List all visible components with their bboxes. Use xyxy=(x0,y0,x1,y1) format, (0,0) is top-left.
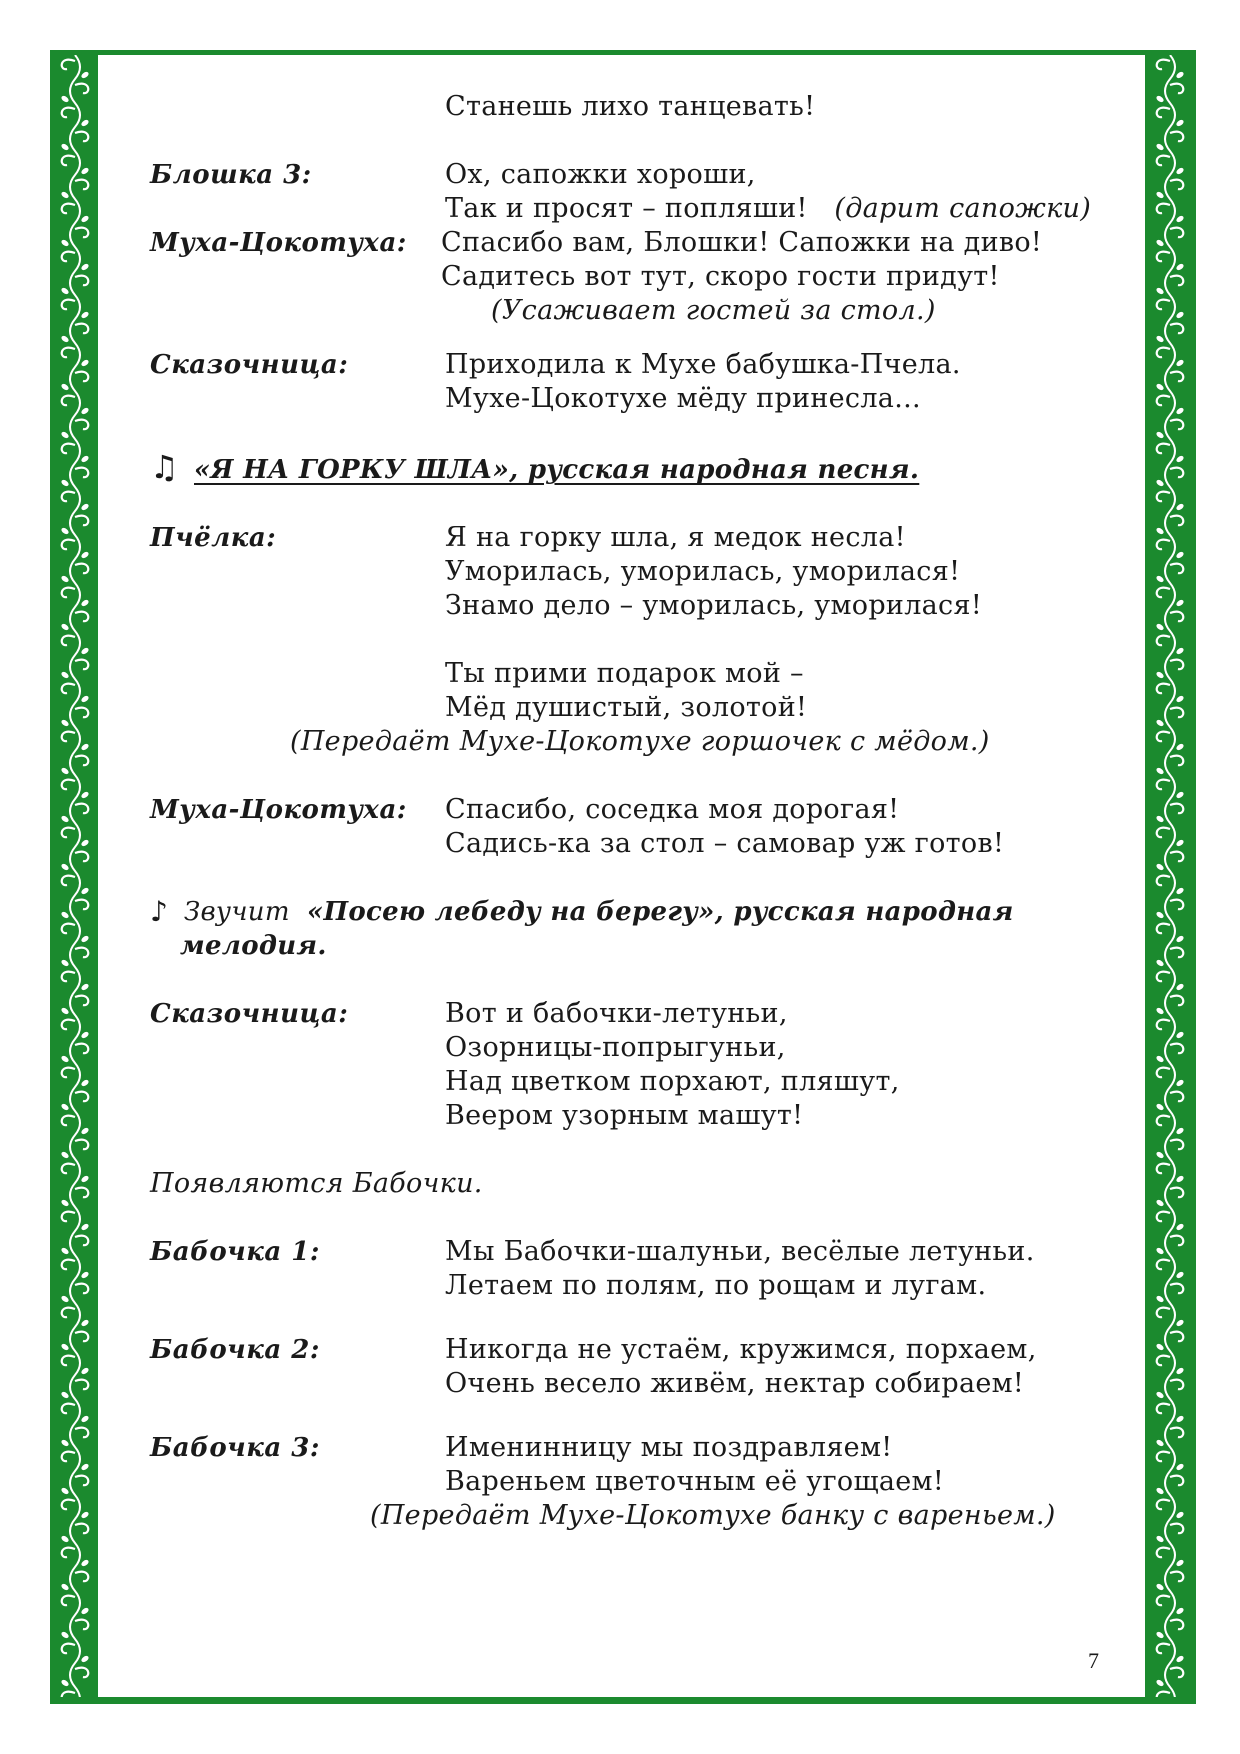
dialogue-line: Ох, сапожки хороши, xyxy=(445,159,756,190)
music-note-icon: ♫ xyxy=(150,448,179,486)
dialogue-block xyxy=(150,1235,1100,1303)
stage-direction: (Усаживает гостей за стол.) xyxy=(491,295,936,326)
speaker-label: Муха-Цокотуха: xyxy=(150,228,407,258)
dialogue-line: Я на горку шла, я медок несла! xyxy=(445,522,906,553)
vine-ornament-icon xyxy=(55,55,95,1697)
dialogue-line: Ты прими подарок мой – xyxy=(445,658,804,689)
dialogue-line: Именинницу мы поздравляем! xyxy=(445,1432,893,1463)
stage-direction: Появляются Бабочки. xyxy=(150,1168,483,1199)
song-title: «Я НА ГОРКУ ШЛА», русская народная песня. xyxy=(194,455,920,485)
dialogue-line: Приходила к Мухе бабушка-Пчела. xyxy=(445,349,961,380)
melody-title: «Посею лебеду на берегу», русская народная xyxy=(306,897,1014,927)
speaker-label: Муха-Цокотуха: xyxy=(150,795,407,825)
dialogue-block xyxy=(150,1333,1100,1401)
melody-prefix: Звучит xyxy=(184,897,290,927)
speaker-label: Сказочница: xyxy=(150,350,349,380)
dialogue-line: Станешь лихо танцевать! xyxy=(445,91,816,122)
dialogue-line: Вареньем цветочным её угощаем! xyxy=(445,1466,944,1497)
dialogue-line: Очень весело живём, нектар собираем! xyxy=(445,1368,1025,1399)
stage-direction: (Передаёт Мухе-Цокотухе горшочек с мёдом.) xyxy=(290,726,990,757)
melody-title-cont: мелодия. xyxy=(180,931,327,961)
speaker-label: Сказочница: xyxy=(150,999,349,1029)
dialogue-line: Веером узорным машут! xyxy=(445,1100,804,1131)
dialogue-line: Садитесь вот тут, скоро гости придут! xyxy=(441,261,1000,292)
dialogue-block xyxy=(150,90,1100,124)
dialogue-line xyxy=(445,623,1100,657)
dialogue-line xyxy=(445,192,1100,226)
dialogue-block xyxy=(150,158,1100,226)
dialogue-block xyxy=(150,226,1100,328)
dialogue-line: Уморилась, уморилась, уморилася! xyxy=(445,556,961,587)
dialogue-line: Никогда не устаём, кружимся, порхаем, xyxy=(445,1334,1037,1365)
dialogue-line: Мёд душистый, золотой! xyxy=(445,692,808,723)
dialogue-line: Спасибо вам, Блошки! Сапожки на диво! xyxy=(441,227,1043,258)
dialogue-line: Спасибо, соседка моя дорогая! xyxy=(445,794,900,825)
dialogue-block xyxy=(150,997,1100,1133)
dialogue-line: Вот и бабочки-летуньи, xyxy=(445,998,788,1029)
stage-direction: (Передаёт Мухе-Цокотухе банку с вареньем.) xyxy=(370,1500,1056,1531)
vine-ornament-icon xyxy=(1150,55,1190,1697)
speaker-label: Бабочка 3: xyxy=(150,1433,320,1463)
script-text xyxy=(150,90,1100,1533)
dialogue-line: Знамо дело – уморилась, уморилася! xyxy=(445,590,982,621)
speaker-label: Пчёлка: xyxy=(150,523,277,553)
dialogue-block xyxy=(150,348,1100,416)
music-note-icon: ♪ xyxy=(150,895,169,928)
dialogue-block xyxy=(150,521,1100,725)
dialogue-line: Над цветком порхают, пляшут, xyxy=(445,1066,900,1097)
dialogue-line: Озорницы-попрыгуньи, xyxy=(445,1032,786,1063)
song-heading xyxy=(150,450,1100,487)
speaker-label xyxy=(150,90,445,124)
dialogue-line: Мухе-Цокотухе мёду принесла... xyxy=(445,383,921,414)
dialogue-line: Садись-ка за стол – самовар уж готов! xyxy=(445,828,1005,859)
speaker-label: Бабочка 1: xyxy=(150,1237,320,1267)
stage-direction: (дарит сапожки) xyxy=(834,193,1092,224)
speaker-label: Блошка 3: xyxy=(150,160,312,190)
dialogue-block xyxy=(150,1431,1100,1499)
dialogue-line: Мы Бабочки-шалуньи, весёлые летуньи. xyxy=(445,1236,1035,1267)
page-number: 7 xyxy=(1088,1648,1099,1673)
dialogue-block xyxy=(150,793,1100,861)
melody-heading xyxy=(150,895,1100,963)
dialogue-line: Летаем по полям, по рощам и лугам. xyxy=(445,1270,987,1301)
speaker-label: Бабочка 2: xyxy=(150,1335,320,1365)
dialogue-text: Так и просят – попляши! xyxy=(445,193,808,224)
